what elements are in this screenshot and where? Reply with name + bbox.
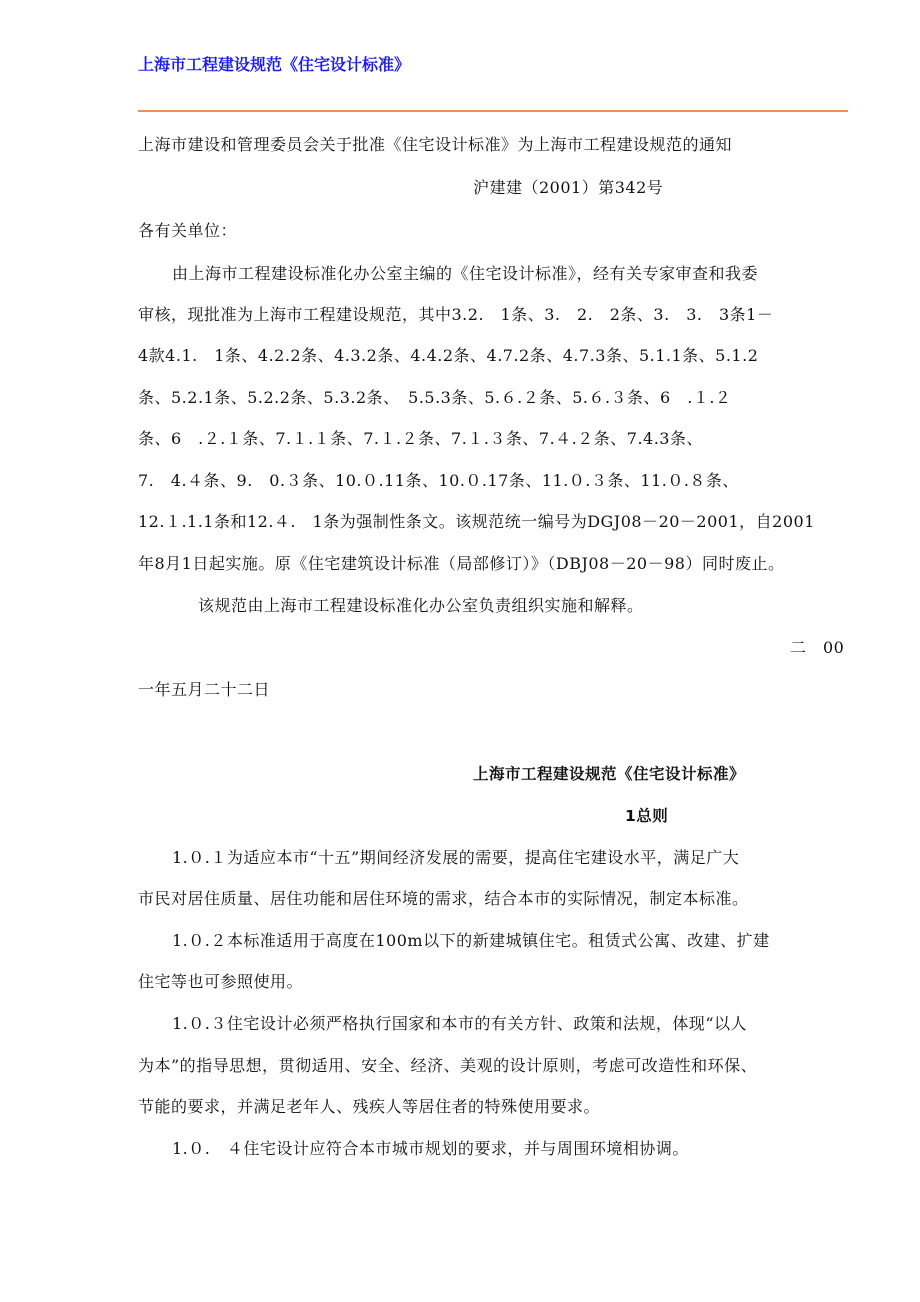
date-line-2: 一年五月二十二日: [138, 680, 271, 699]
notice-body-line: 4款4.1. 1条、4.2.2条、4.3.2条、4.4.2条、4.7.2条、4.7.3条、5.1.1条、5.1.2: [138, 346, 759, 365]
notice-body-line: 条、6 .２.１条、7.１.１条、7.１.２条、7.１.３条、7.４.２条、7.4.3条、: [138, 429, 703, 448]
clause-line: 1.０.１为适应本市“十五”期间经济发展的需要，提高住宅建设水平，满足广大: [172, 848, 740, 867]
clause-line: 为本”的指导思想，贯彻适用、安全、经济、美观的设计原则，考虑可改造性和环保、: [138, 1056, 758, 1075]
notice-title: 上海市建设和管理委员会关于批准《住宅设计标准》为上海市工程建设规范的通知: [138, 135, 733, 154]
clause-line: 1.０.３住宅设计必须严格执行国家和本市的有关方针、政策和法规，体现“以人: [172, 1014, 748, 1033]
clause-line: 市民对居住质量、居住功能和居住环境的需求，结合本市的实际情况，制定本标准。: [138, 889, 749, 908]
document-number: 沪建建（2001）第342号: [473, 178, 664, 197]
notice-body-line: 12.１.1.1条和12.４. 1条为强制性条文。该规范统一编号为DGJ08－20－2001，自2001: [138, 512, 815, 531]
notice-body-line: 7. 4.４条、9. 0.３条、10.０.11条、10.０.17条、11.０.３条、11.０.８条、: [138, 471, 739, 490]
clause-line: 1.０.２本标准适用于高度在100m以下的新建城镇住宅。租赁式公寓、改建、扩建: [172, 931, 770, 950]
date-line-1: 二 00: [790, 638, 845, 657]
notice-body-line: 条、5.2.1条、5.2.2条、5.3.2条、 5.5.3条、5.６.２条、5.６.３条、6 .１.２: [138, 388, 732, 407]
clause-line: 住宅等也可参照使用。: [138, 972, 304, 991]
page-header-title: 上海市工程建设规范《住宅设计标准》: [138, 55, 411, 74]
responsibility-statement: 该规范由上海市工程建设标准化办公室负责组织实施和解释。: [198, 596, 644, 615]
standard-title: 上海市工程建设规范《住宅设计标准》: [473, 765, 746, 783]
chapter-heading: 1总则: [625, 807, 669, 825]
clause-line: 节能的要求，并满足老年人、残疾人等居住者的特殊使用要求。: [138, 1097, 601, 1116]
notice-body-line: 由上海市工程建设标准化办公室主编的《住宅设计标准》，经有关专家审查和我委: [172, 264, 759, 283]
notice-body-line: 年8月1日起实施。原《住宅建筑设计标准（局部修订）》（DBJ08－20－98）同时废止。: [138, 554, 785, 573]
notice-body-line: 审核，现批准为上海市工程建设规范，其中3.2. 1条、3. 2. 2条、3. 3. 3条1－: [138, 305, 774, 324]
salutation: 各有关单位：: [138, 221, 238, 240]
clause-line: 1.０. ４住宅设计应符合本市城市规划的要求，并与周围环境相协调。: [172, 1139, 689, 1158]
header-divider: [138, 110, 848, 112]
